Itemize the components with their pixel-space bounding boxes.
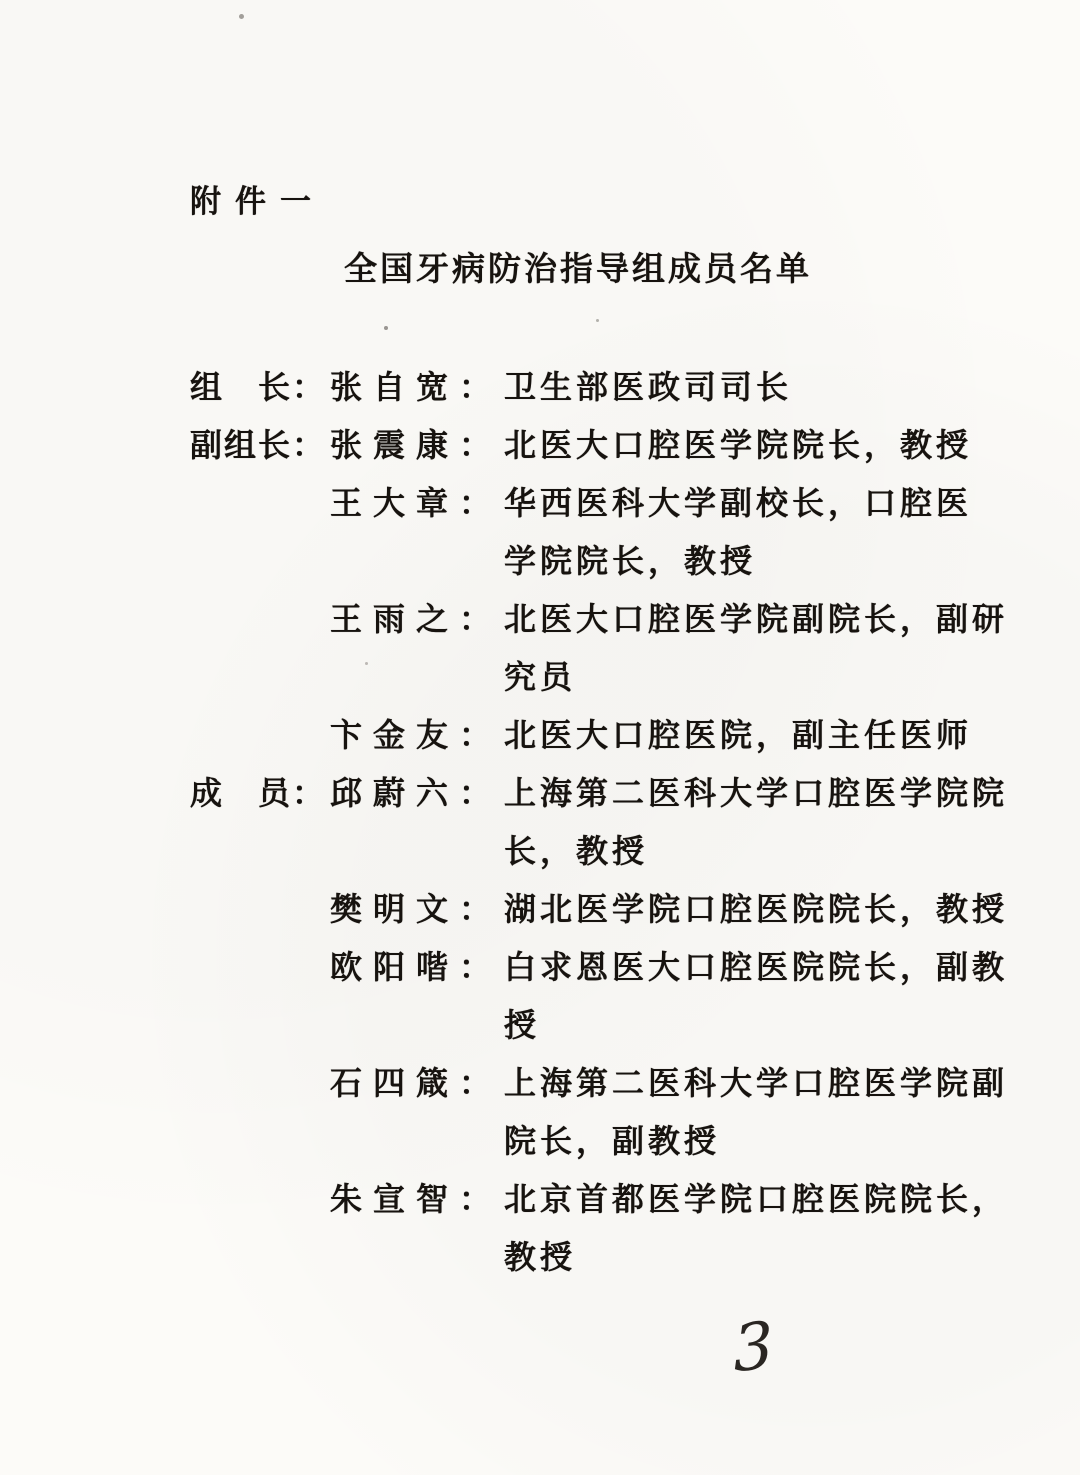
description-line: 院长，副教授 — [504, 1123, 721, 1159]
description-line: 教授 — [504, 1239, 577, 1275]
description-line: 北医大口腔医学院副院长，副研 — [504, 601, 1009, 637]
scan-speckle — [940, 438, 945, 441]
description-line: 上海第二医科大学口腔医学院院 — [504, 775, 1009, 811]
description-line: 上海第二医科大学口腔医学院副 — [504, 1065, 1009, 1101]
member-name: 欧阳喈： — [330, 949, 503, 985]
member-row — [330, 880, 1080, 938]
member-description — [504, 474, 972, 590]
description-line: 学院院长，教授 — [504, 543, 757, 579]
section-members — [330, 764, 1080, 1286]
role-label: 成 员： — [190, 775, 327, 811]
role-label: 副组长： — [190, 427, 327, 463]
member-description — [504, 764, 1008, 880]
scan-speckle — [596, 319, 599, 322]
description-line: 白求恩医大口腔医院院长，副教 — [504, 949, 1009, 985]
scan-speckle — [384, 326, 388, 330]
member-name: 卞金友： — [330, 717, 503, 753]
description-line: 华西医科大学副校长，口腔医 — [504, 485, 973, 521]
member-description — [504, 706, 972, 764]
member-description — [504, 358, 792, 416]
scan-speckle — [365, 662, 368, 665]
scan-speckle — [239, 14, 244, 19]
description-line: 湖北医学院口腔医院院长，教授 — [504, 891, 1009, 927]
page-title: 全国牙病防治指导组成员名单 — [344, 252, 812, 288]
handwritten-page-number: 3 — [731, 1308, 776, 1388]
member-row — [330, 416, 1080, 474]
member-name: 石四箴： — [330, 1065, 503, 1101]
member-row — [330, 938, 1080, 1054]
member-name: 王大章： — [330, 485, 503, 521]
member-description — [504, 416, 972, 474]
member-row — [330, 358, 1080, 416]
description-line: 北医大口腔医学院院长，教授 — [504, 427, 973, 463]
description-line: 北京首都医学院口腔医院院长， — [504, 1181, 1009, 1217]
scan-speckle — [820, 1210, 823, 1213]
roster-section-members — [190, 764, 1080, 1286]
member-row — [330, 1054, 1080, 1170]
description-line: 授 — [504, 1007, 541, 1043]
member-row — [330, 706, 1080, 764]
role-label: 组 长： — [190, 369, 327, 405]
member-name: 邱蔚六： — [330, 775, 503, 811]
description-line: 长，教授 — [504, 833, 649, 869]
attachment-label: 附件一 — [190, 184, 325, 219]
member-name: 王雨之： — [330, 601, 503, 637]
member-description — [504, 1054, 1008, 1170]
member-row — [330, 764, 1080, 880]
description-line: 卫生部医政司司长 — [504, 369, 793, 405]
member-name: 张震康： — [330, 427, 503, 463]
member-name: 樊明文： — [330, 891, 503, 927]
member-roster — [190, 358, 1080, 1286]
member-row — [330, 1170, 1080, 1286]
roster-section-leader — [190, 358, 1080, 416]
member-name: 朱宣智： — [330, 1181, 503, 1217]
member-description — [504, 938, 1008, 1054]
member-row — [330, 590, 1080, 706]
member-description — [504, 880, 1008, 938]
member-description — [504, 1170, 1008, 1286]
section-members — [330, 416, 1080, 764]
description-line: 究员 — [504, 659, 577, 695]
member-row — [330, 474, 1080, 590]
member-description — [504, 590, 1008, 706]
section-members — [330, 358, 1080, 416]
description-line: 北医大口腔医院，副主任医师 — [504, 717, 973, 753]
roster-section-deputy-leaders — [190, 416, 1080, 764]
member-name: 张自宽： — [330, 369, 503, 405]
